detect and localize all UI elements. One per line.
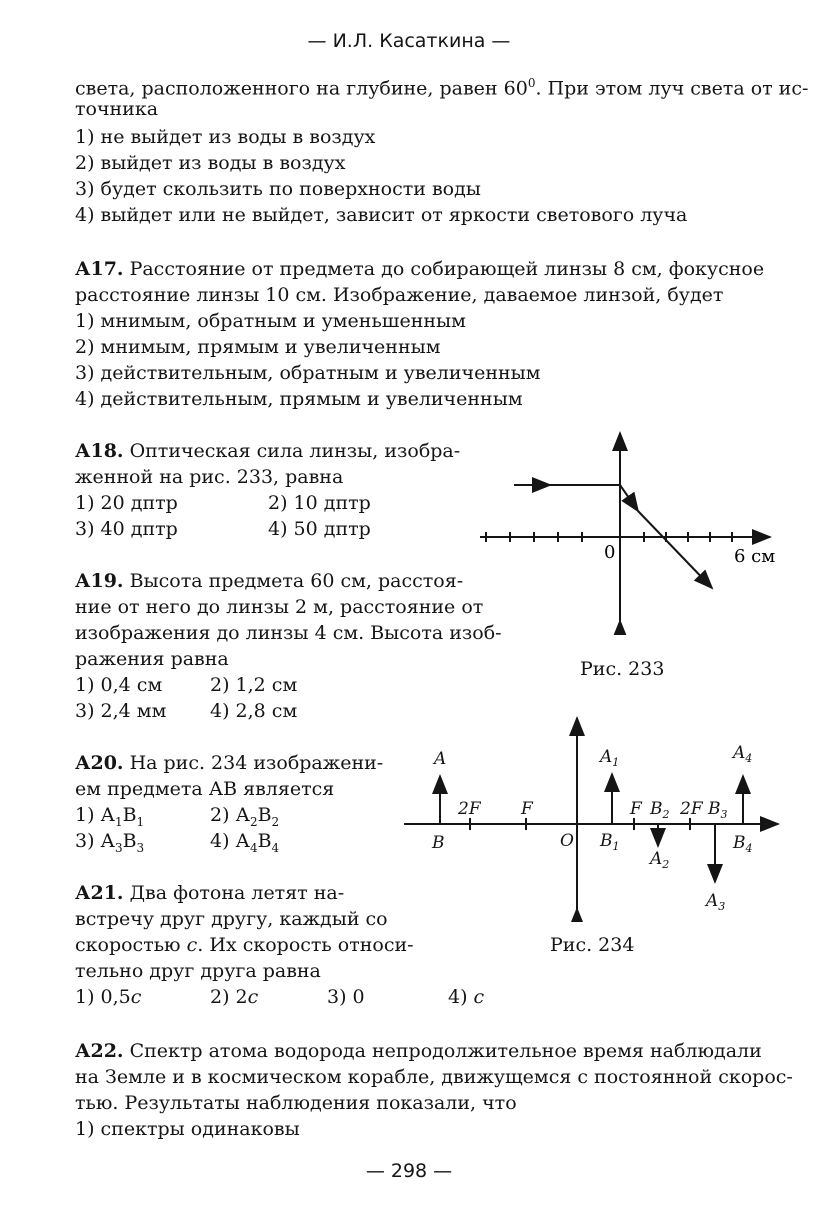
figure-233-caption: Рис. 233: [580, 658, 665, 680]
q20-line-1: А20. На рис. 234 изображени-: [75, 752, 384, 774]
fig233-refracted-ray-b: [638, 511, 712, 588]
fig234-label-2f-left: 2F: [458, 799, 481, 819]
q21-line-4: тельно друг друга равна: [75, 960, 321, 982]
q21-number: А21.: [75, 882, 124, 904]
q17-option-2: 2) мнимым, прямым и увеличенным: [75, 336, 441, 358]
figure-233-diagram: [470, 425, 790, 635]
q18-line-1: А18. Оптическая сила линзы, изобра-: [75, 440, 461, 462]
q18-option-3: 3) 40 дптр: [75, 518, 178, 540]
q20-option-2: 2) $А_2В_2$: [210, 804, 280, 829]
fig234-label-b4: $B_4$: [733, 833, 753, 855]
page-header: — И.Л. Касаткина —: [307, 30, 511, 52]
q21-line-3: скоростью c. Их скорость относи-: [75, 934, 414, 956]
fig234-label-o: O: [560, 831, 574, 851]
q22-line-3: тью. Результаты наблюдения показали, что: [75, 1092, 517, 1114]
q18-number: А18.: [75, 440, 124, 462]
q16-option-3: 3) будет скользить по поверхности воды: [75, 178, 481, 200]
fig234-label-f-left: F: [521, 799, 533, 819]
q16-line-1: света, расположенного на глубине, равен $60^0$. При этом луч света от ис-: [75, 76, 809, 100]
q21-line-2: встречу друг другу, каждый со: [75, 908, 388, 930]
fig234-label-a1: $A_1$: [600, 747, 620, 769]
q17-line-2: расстояние линзы 10 см. Изображение, даваемое линзой, будет: [75, 284, 724, 306]
q19-number: А19.: [75, 570, 124, 592]
q18-line-2: женной на рис. 233, равна: [75, 466, 344, 488]
q19-line-4: ражения равна: [75, 648, 229, 670]
q18-option-2: 2) 10 дптр: [268, 492, 371, 514]
fig234-label-f-right: F: [630, 799, 642, 819]
q19-line-1: А19. Высота предмета 60 см, расстоя-: [75, 570, 464, 592]
q19-line-3: изображения до линзы 4 см. Высота изоб-: [75, 622, 502, 644]
q22-line-1: А22. Спектр атома водорода непродолжительное время наблюдали: [75, 1040, 762, 1062]
q19-option-4: 4) 2,8 см: [210, 700, 298, 722]
q17-number: А17.: [75, 258, 124, 280]
fig234-label-a2: $A_2$: [650, 849, 670, 871]
figure-234-diagram: [400, 712, 800, 922]
q20-number: А20.: [75, 752, 124, 774]
q16-option-2: 2) выйдет из воды в воздух: [75, 152, 346, 174]
q20-option-3: 3) $А_3В_3$: [75, 830, 145, 855]
fig234-label-a4: $A_4$: [733, 743, 753, 765]
q17-option-1: 1) мнимым, обратным и уменьшенным: [75, 310, 466, 332]
q21-option-2: 2) 2c: [210, 986, 259, 1008]
q22-number: А22.: [75, 1040, 124, 1062]
q22-option-1: 1) спектры одинаковы: [75, 1118, 300, 1140]
q19-option-2: 2) 1,2 см: [210, 674, 298, 696]
q22-line-2: на Земле и в космическом корабле, движущемся с постоянной скорос-: [75, 1066, 793, 1088]
q18-option-1: 1) 20 дптр: [75, 492, 178, 514]
q16-option-1: 1) не выйдет из воды в воздух: [75, 126, 376, 148]
fig234-label-b3: $B_3$: [708, 799, 728, 821]
fig233-scale-label: 6 см: [734, 546, 776, 567]
q19-line-2: ние от него до линзы 2 м, расстояние от: [75, 596, 484, 618]
q20-option-1: 1) $А_1В_1$: [75, 804, 145, 829]
fig234-label-a3: $A_3$: [706, 891, 726, 913]
fig233-refracted-ray-a: [620, 485, 638, 511]
fig234-label-b1: $B_1$: [600, 831, 620, 853]
q20-line-2: ем предмета АВ является: [75, 778, 335, 800]
q19-option-3: 3) 2,4 мм: [75, 700, 167, 722]
q20-option-4: 4) $А_4В_4$: [210, 830, 280, 855]
q21-option-1: 1) 0,5c: [75, 986, 142, 1008]
q21-line-1: А21. Два фотона летят на-: [75, 882, 345, 904]
q16-line-2: точника: [75, 98, 159, 120]
page-footer: — 298 —: [365, 1160, 453, 1182]
q17-option-4: 4) действительным, прямым и увеличенным: [75, 388, 523, 410]
q19-option-1: 1) 0,4 см: [75, 674, 163, 696]
fig233-origin-label: 0: [604, 542, 616, 563]
q17-option-3: 3) действительным, обратным и увеличенным: [75, 362, 541, 384]
q18-option-4: 4) 50 дптр: [268, 518, 371, 540]
fig234-label-2f-right: 2F: [680, 799, 703, 819]
q21-option-4: 4) c: [448, 986, 485, 1008]
q16-option-4: 4) выйдет или не выйдет, зависит от яркости светового луча: [75, 204, 688, 226]
fig234-label-b: B: [432, 833, 445, 853]
figure-234-caption: Рис. 234: [550, 934, 635, 956]
fig234-label-b2: $B_2$: [650, 799, 670, 821]
q21-option-3: 3) 0: [327, 986, 365, 1008]
q17-line-1: А17. Расстояние от предмета до собирающей линзы 8 см, фокусное: [75, 258, 765, 280]
fig234-label-a: A: [434, 749, 447, 769]
